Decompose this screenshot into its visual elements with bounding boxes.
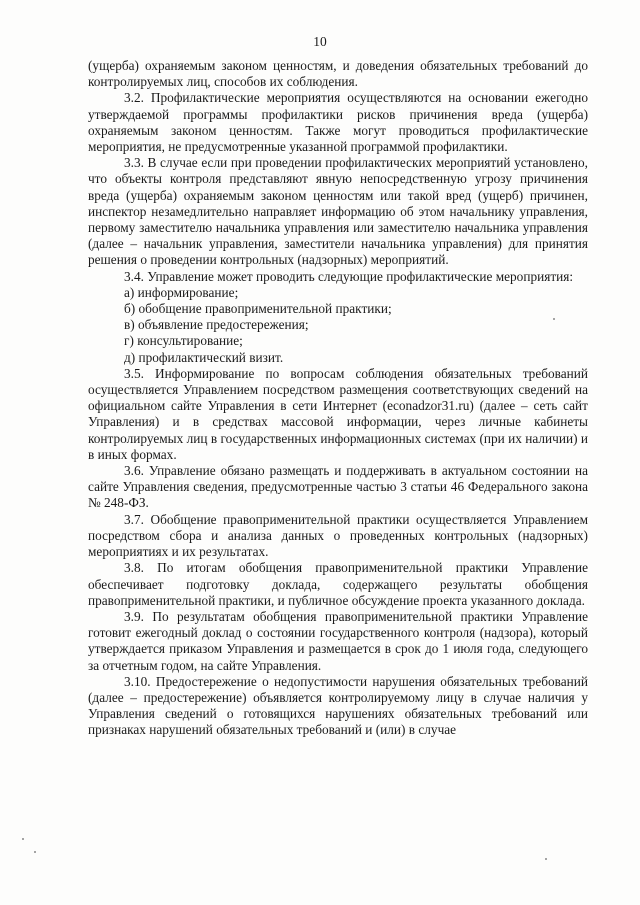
paragraph-3-5: 3.5. Информирование по вопросам соблюдения обязательных требований осуществляется Управлением посредством размещения соответствующих сведений на официальном сайте Управления в сети Интернет (econadzor31.ru) (далее – сеть сайт Управления) и в средствах массовой информации, через личные кабинеты контролируемых лиц в государственных информационных системах (при их наличии) и в иных формах. — [88, 365, 588, 462]
paragraph-3-6: 3.6. Управление обязано размещать и поддерживать в актуальном состоянии на сайте Управления сведения, предусмотренные частью 3 статьи 46 Федерального закона № 248-ФЗ. — [88, 463, 588, 511]
paragraph-3-3: 3.3. В случае если при проведении профилактических мероприятий установлено, что объекты контроля представляют явную непосредственную угрозу причинения вреда (ущерба) охраняемым законом ценностям или такой вред (ущерб) причинен, инспектор незамедлительно направляет информацию об этом начальнику управления, первому заместителю начальника управления или заместителю начальника управления (далее – начальник управления, заместители начальника управления) для принятия решения о проведении контрольных (надзорных) мероприятий. — [88, 155, 588, 268]
paragraph-3-9: 3.9. По результатам обобщения правоприменительной практики Управление готовит ежегодный доклад о состоянии государственного контроля (надзора), который утверждается приказом Управления и размещается в срок до 1 июля года, следующего за отчетным годом, на сайте Управления. — [88, 608, 588, 673]
paragraph-continuation: (ущерба) охраняемым законом ценностям, и доведения обязательных требований до контролируемых лиц, способов их соблюдения. — [88, 58, 588, 90]
paragraph-3-8: 3.8. По итогам обобщения правоприменительной практики Управление обеспечивает подготовку доклада, содержащего результаты обобщения правоприменительной практики, и публичное обсуждение проекта указанного доклада. — [88, 560, 588, 608]
paragraph-3-10: 3.10. Предостережение о недопустимости нарушения обязательных требований (далее – предостережение) объявляется контролируемому лицу в случае наличия у Управления сведений о готовящихся нарушениях обязательных требований или признаках нарушений обязательных требований и (или) в случае — [88, 673, 588, 738]
scan-speck — [34, 851, 36, 853]
scan-speck — [22, 838, 24, 840]
list-item: в) объявление предостережения; — [124, 317, 309, 333]
scan-speck — [545, 858, 547, 860]
paragraph-3-2: 3.2. Профилактические мероприятия осуществляются на основании ежегодно утверждаемой программы профилактики рисков причинения вреда (ущерба) охраняемым законом ценностям. Также могут проводиться профилактические мероприятия, не предусмотренные указанной программой профилактики. — [88, 90, 588, 155]
list-item: б) обобщение правоприменительной практики; — [124, 301, 392, 317]
list-item: г) консультирование; — [124, 333, 243, 349]
list-item: д) профилактический визит. — [124, 349, 284, 365]
paragraph-3-4: 3.4. Управление может проводить следующие профилактические мероприятия: — [124, 268, 574, 284]
list-item: а) информирование; — [124, 284, 239, 300]
page-number: 10 — [313, 34, 327, 49]
document-body — [88, 58, 588, 739]
measures-list — [88, 285, 588, 366]
paragraph-3-7: 3.7. Обобщение правоприменительной практики осуществляется Управлением посредством сбора и анализа данных о проведенных контрольных (надзорных) мероприятиях и их результатах. — [88, 511, 588, 560]
scan-speck — [553, 318, 555, 320]
